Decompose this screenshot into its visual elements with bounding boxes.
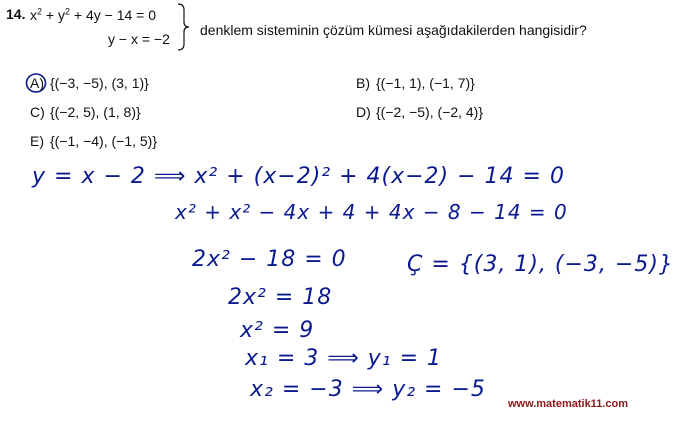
handwritten-solution-set: Ç = {(3, 1), (−3, −5)} — [407, 252, 674, 277]
handwritten-step-3: 2x² − 18 = 0 — [192, 247, 347, 272]
equation-1-x: x — [30, 7, 37, 23]
handwritten-step-6: x₁ = 3 ⟹ y₁ = 1 — [245, 346, 443, 371]
option-c-letter: C) — [30, 104, 45, 120]
option-a-text: {(−3, −5), (3, 1)} — [50, 75, 149, 91]
option-d-letter: D) — [356, 104, 371, 120]
option-a[interactable] — [30, 75, 149, 91]
equation-1-y-exponent: 2 — [64, 6, 70, 17]
option-b-letter: B) — [356, 75, 370, 91]
option-e[interactable] — [30, 133, 157, 149]
equation-2: y − x = −2 — [108, 31, 170, 47]
handwritten-step-7: x₂ = −3 ⟹ y₂ = −5 — [250, 377, 486, 402]
option-e-text: {(−1, −4), (−1, 5)} — [50, 133, 158, 149]
option-c[interactable] — [30, 104, 141, 120]
option-d-text: {(−2, −5), (−2, 4)} — [376, 104, 484, 120]
option-e-letter: E) — [30, 133, 44, 149]
site-watermark: www.matematik11.com — [507, 398, 628, 410]
handwritten-step-2: x² + x² − 4x + 4 + 4x − 8 − 14 = 0 — [175, 200, 568, 224]
system-brace — [176, 2, 190, 52]
handwritten-step-5: x² = 9 — [240, 318, 315, 343]
handwritten-step-1: y = x − 2 ⟹ x² + (x−2)² + 4(x−2) − 14 = 0 — [32, 164, 565, 189]
handwritten-step-4: 2x² = 18 — [228, 285, 333, 310]
option-d[interactable] — [356, 104, 483, 120]
question-number: 14. — [6, 6, 26, 22]
option-a-letter: A) — [30, 75, 44, 91]
equation-1-y: + y — [42, 7, 65, 23]
option-b[interactable] — [356, 75, 475, 91]
question-prompt: denklem sisteminin çözüm kümesi aşağıdakilerden hangisidir? — [200, 22, 587, 38]
option-b-text: {(−1, 1), (−1, 7)} — [376, 75, 475, 91]
equation-1 — [30, 7, 156, 23]
equation-1-rest: + 4y − 14 = 0 — [70, 7, 157, 23]
option-c-text: {(−2, 5), (1, 8)} — [50, 104, 141, 120]
equation-1-x-exponent: 2 — [37, 6, 43, 17]
